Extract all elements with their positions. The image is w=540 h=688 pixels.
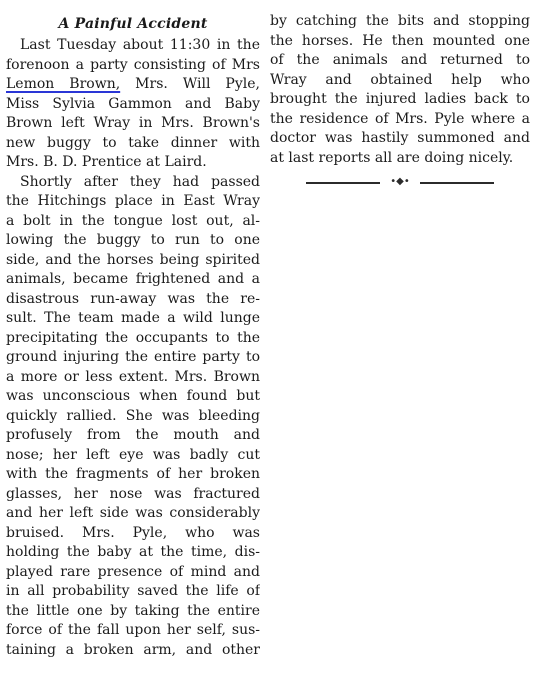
text-line: forenoon a party consisting of Mrs bbox=[6, 56, 260, 73]
right-column bbox=[270, 0, 530, 168]
text-line: Brown left Wray in Mrs. Brown's bbox=[6, 115, 260, 131]
text-line: at last reports all are doing nicely. bbox=[270, 149, 514, 166]
text-line: a bolt in the tongue lost out, al- bbox=[6, 212, 260, 229]
text-line: quickly rallied. She was bleeding bbox=[6, 407, 260, 424]
article-headline: A Painful Accident bbox=[58, 16, 208, 32]
text-line: glasses, her nose was fractured bbox=[6, 485, 260, 502]
text-line: lowing the buggy to run to one bbox=[6, 232, 260, 248]
text-line: profusely from the mouth and bbox=[6, 427, 260, 443]
text-line: animals, became frightened and a bbox=[6, 271, 260, 287]
left-column bbox=[6, 0, 260, 660]
text-line: by catching the bits and stopping bbox=[270, 13, 530, 29]
text-line: Shortly after they had passed bbox=[20, 173, 260, 190]
text-line: Mrs. B. D. Prentice at Laird. bbox=[6, 154, 207, 170]
text-line: doctor was hastily summoned and bbox=[270, 130, 530, 146]
text-line: the little one by taking the entire bbox=[6, 602, 260, 619]
text-line: brought the injured ladies back to bbox=[270, 91, 530, 107]
text-line: with the fragments of her broken bbox=[6, 466, 260, 482]
text-line: holding the baby at the time, dis- bbox=[6, 544, 260, 560]
text-line: side, and the horses being spirited bbox=[6, 251, 260, 268]
text-line: ground injuring the entire party to bbox=[6, 349, 260, 365]
highlighted-name: Lemon Brown, bbox=[6, 76, 121, 92]
text-line: the residence of Mrs. Pyle where a bbox=[270, 110, 530, 127]
text-line: new buggy to take dinner with bbox=[6, 134, 260, 151]
text-line: disastrous run-away was the re- bbox=[6, 290, 260, 307]
text-line: in all probability saved the life of bbox=[6, 583, 260, 599]
text-line bbox=[6, 75, 260, 95]
text-line: nose; her left eye was badly cut bbox=[6, 446, 260, 463]
text-line: Wray and obtained help who bbox=[270, 71, 530, 88]
text-line: of the animals and returned to bbox=[270, 52, 530, 68]
text-line: precipitating the occupants to the bbox=[6, 329, 260, 346]
text-line: was unconscious when found but bbox=[6, 388, 260, 404]
text-line: the Hitchings place in East Wray bbox=[6, 193, 260, 209]
divider-ornament: •◆• bbox=[380, 176, 420, 188]
text-segment: Mrs. Will Pyle, bbox=[120, 76, 260, 92]
text-line: and her left side was considerably bbox=[6, 505, 260, 521]
text-line: taining a broken arm, and other bbox=[6, 641, 260, 658]
text-line: Miss Sylvia Gammon and Baby bbox=[6, 95, 260, 112]
text-line: played rare presence of mind and bbox=[6, 563, 260, 580]
text-line: bruised. Mrs. Pyle, who was bbox=[6, 524, 260, 541]
left-column-body bbox=[6, 36, 260, 660]
text-line: sult. The team made a wild lunge bbox=[6, 310, 260, 326]
text-line: a more or less extent. Mrs. Brown bbox=[6, 368, 260, 385]
text-line: Last Tuesday about 11:30 in the bbox=[20, 37, 260, 53]
text-line: the horses. He then mounted one bbox=[270, 32, 530, 49]
right-column-body bbox=[270, 12, 530, 168]
text-line: force of the fall upon her self, sus- bbox=[6, 622, 260, 638]
